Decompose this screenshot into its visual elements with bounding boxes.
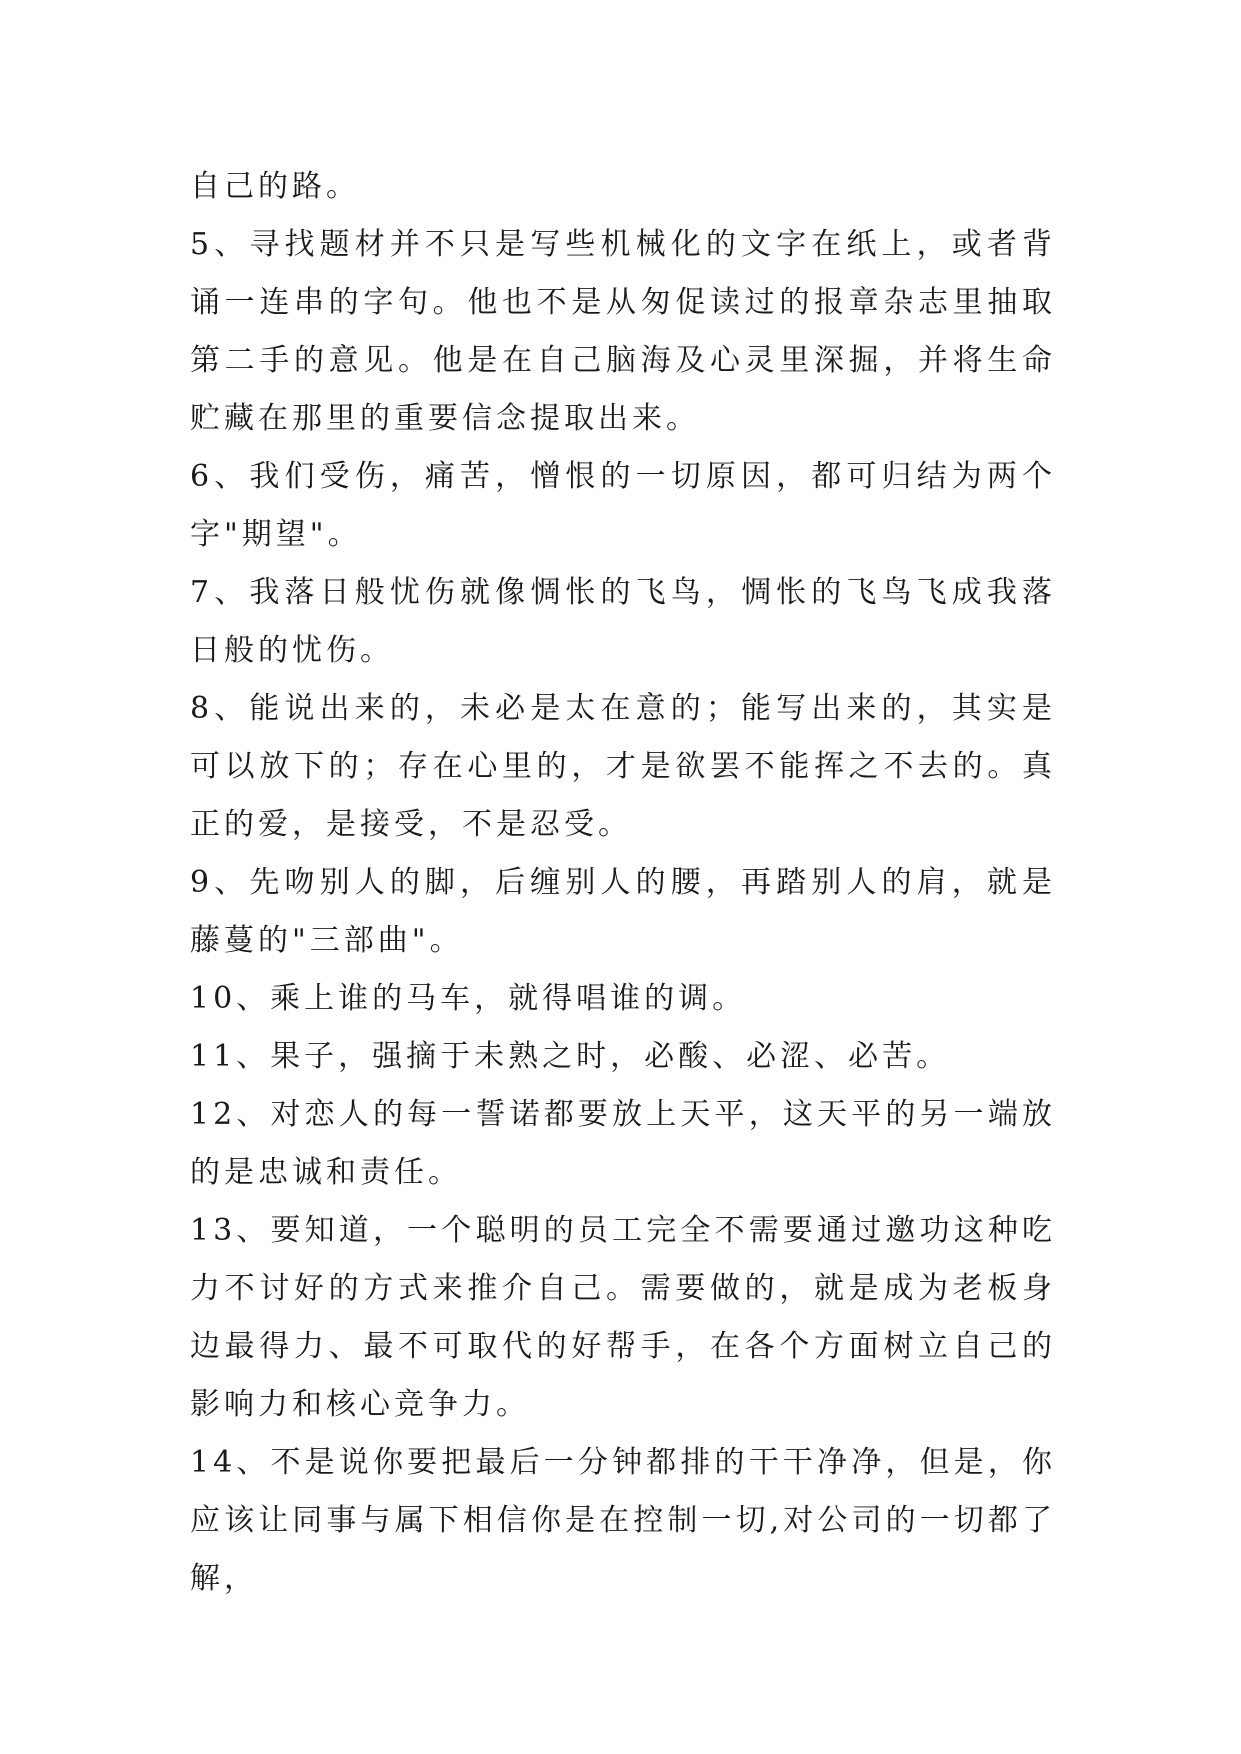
document-body xyxy=(190,158,1056,1608)
paragraph-8: 8、能说出来的，未必是太在意的；能写出来的，其实是可以放下的；存在心里的，才是欲罢不能挥之不去的。真正的爱，是接受，不是忍受。 xyxy=(190,691,1056,842)
paragraph-10: 10、乘上谁的马车，就得唱谁的调。 xyxy=(190,981,747,1016)
paragraph-14: 14、不是说你要把最后一分钟都排的干干净净，但是，你应该让同事与属下相信你是在控制一切,对公司的一切都了解， xyxy=(190,1445,1056,1596)
paragraph-7: 7、我落日般忧伤就像惆怅的飞鸟，惆怅的飞鸟飞成我落日般的忧伤。 xyxy=(190,575,1056,668)
paragraph-13: 13、要知道，一个聪明的员工完全不需要通过邀功这种吃力不讨好的方式来推介自己。需要做的，就是成为老板身边最得力、最不可取代的好帮手，在各个方面树立自己的影响力和核心竞争力。 xyxy=(190,1213,1056,1422)
paragraph-5: 5、寻找题材并不只是写些机械化的文字在纸上，或者背诵一连串的字句。他也不是从匆促读过的报章杂志里抽取第二手的意见。他是在自己脑海及心灵里深掘，并将生命贮藏在那里的重要信念提取出来。 xyxy=(190,227,1056,436)
paragraph-9: 9、先吻别人的脚，后缠别人的腰，再踏别人的肩，就是藤蔓的"三部曲"。 xyxy=(190,865,1056,958)
paragraph-6: 6、我们受伤，痛苦，憎恨的一切原因，都可归结为两个字"期望"。 xyxy=(190,459,1056,552)
paragraph-12: 12、对恋人的每一誓诺都要放上天平，这天平的另一端放的是忠诚和责任。 xyxy=(190,1097,1056,1190)
paragraph-11: 11、果子，强摘于未熟之时，必酸、必涩、必苦。 xyxy=(190,1039,951,1074)
paragraph-continuation: 自己的路。 xyxy=(190,169,360,204)
